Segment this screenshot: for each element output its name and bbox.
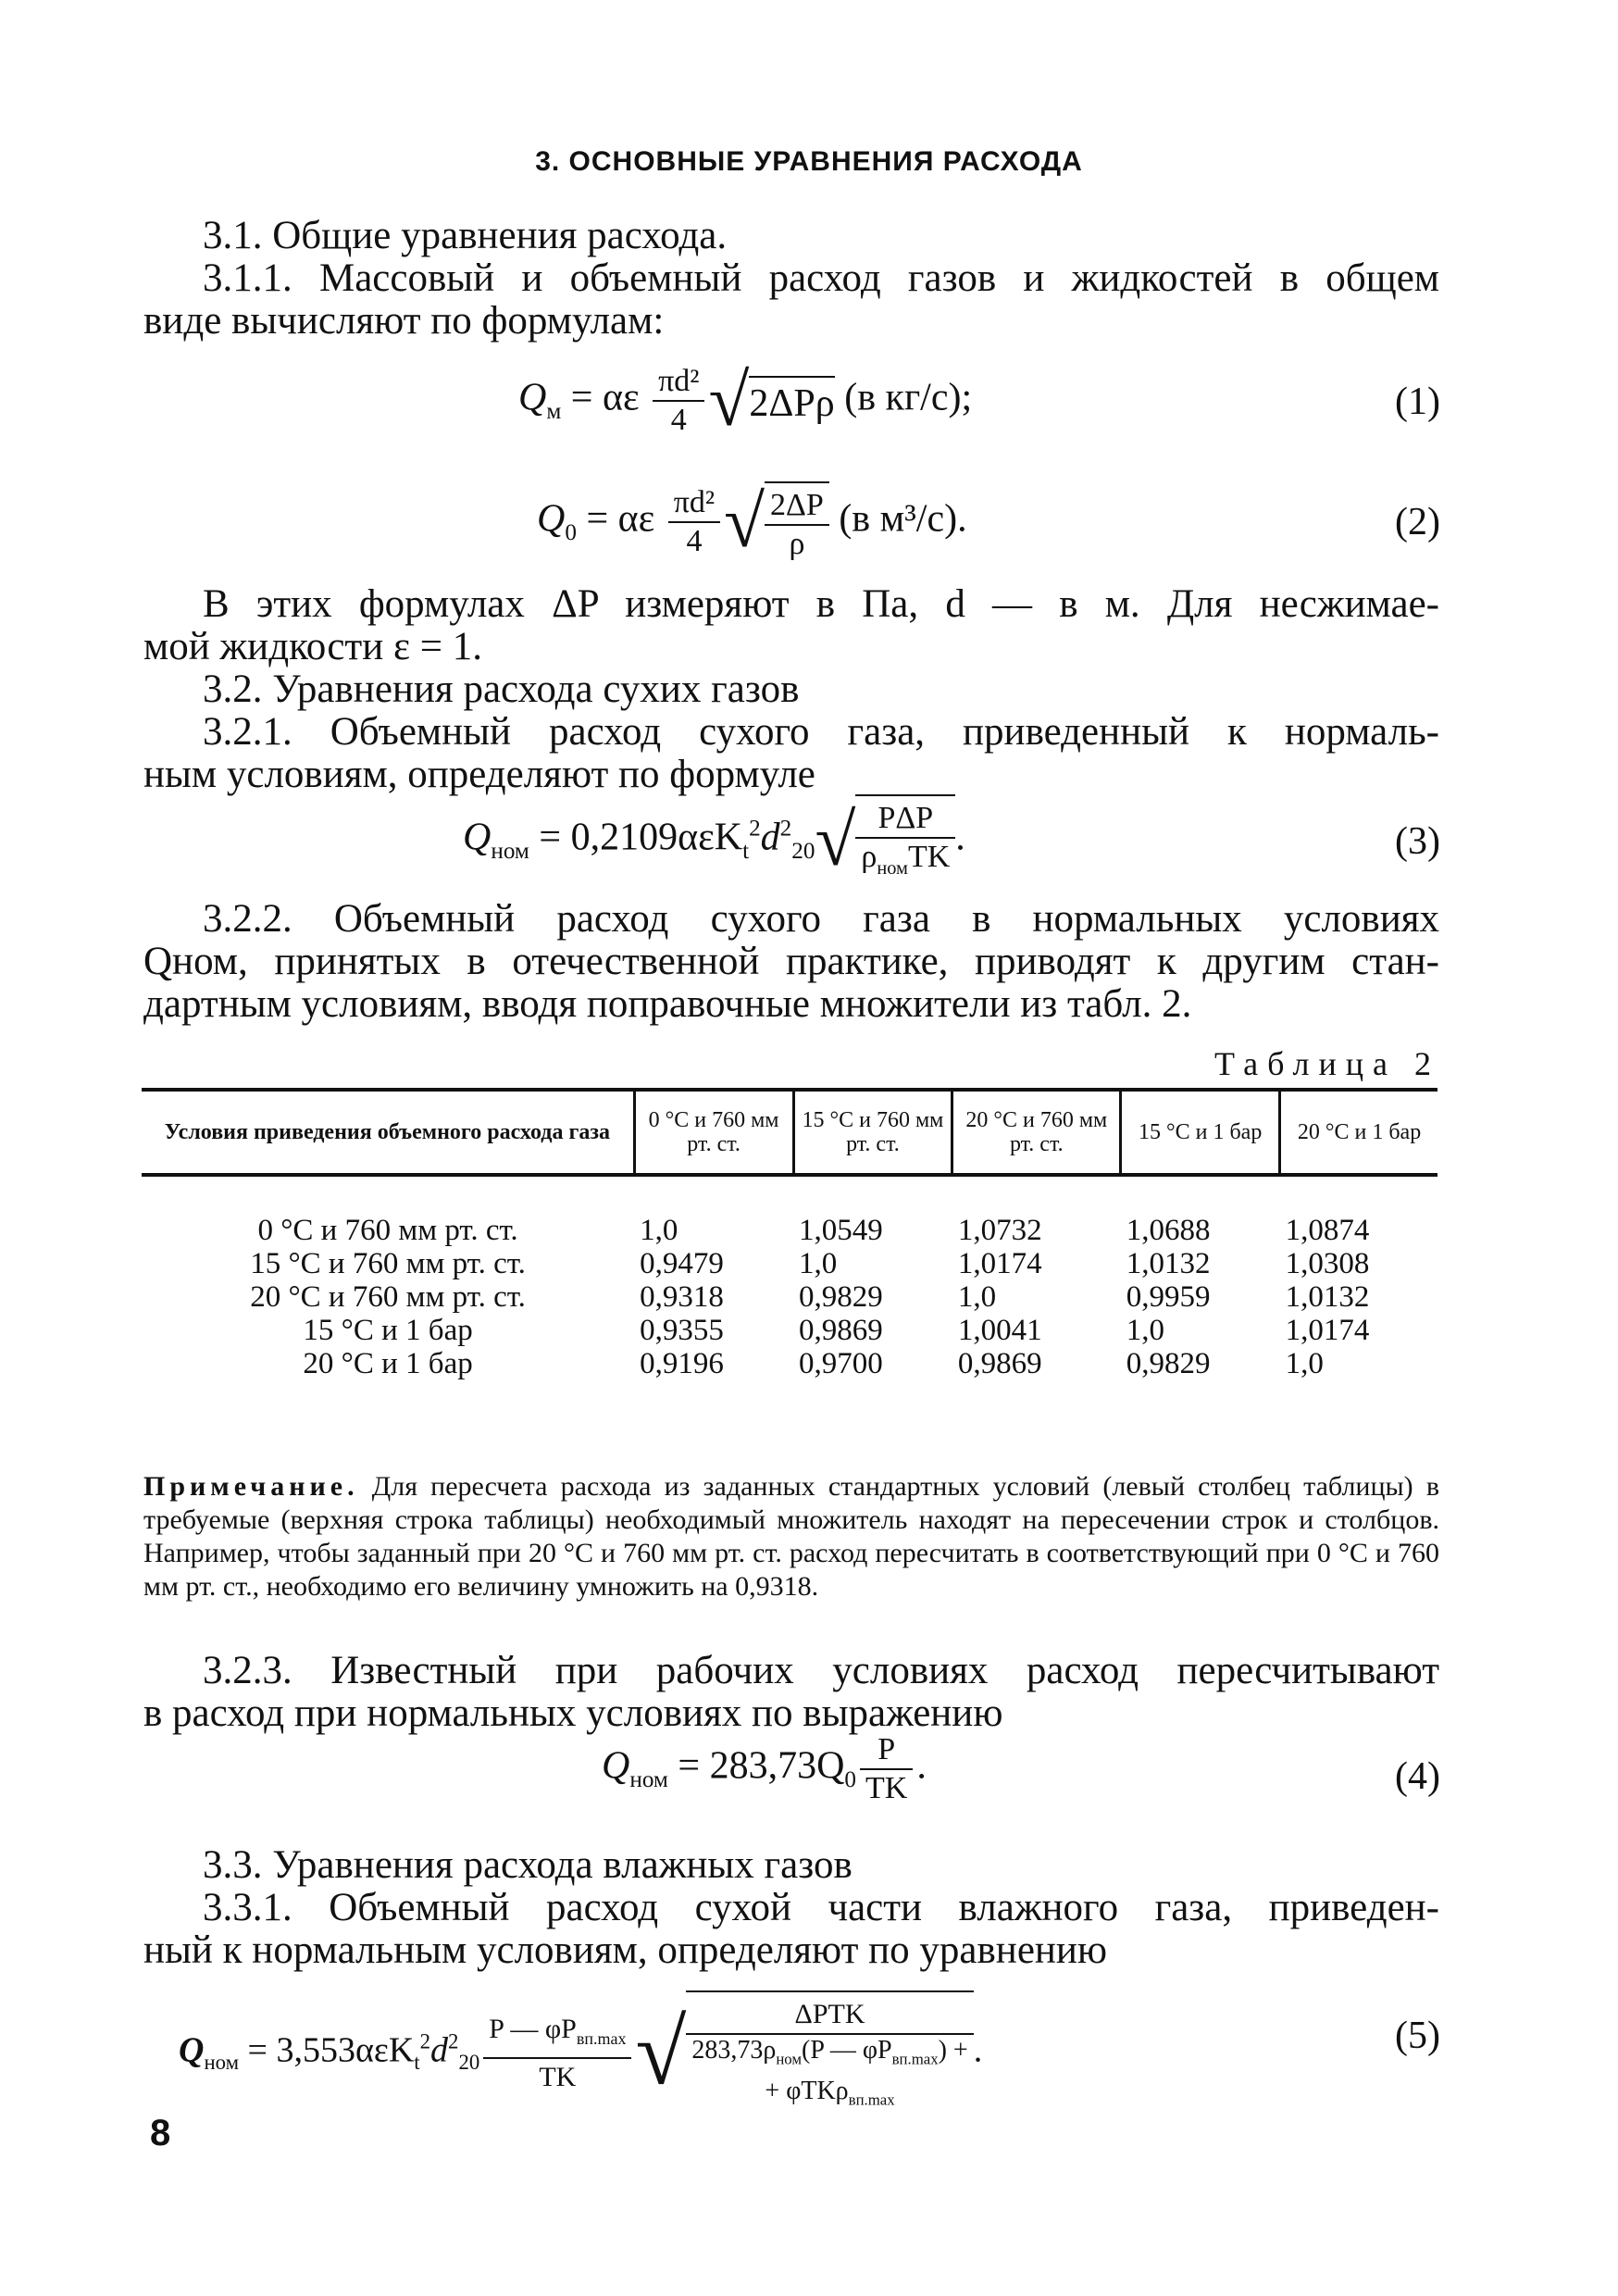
table-cell: 1,0549 (799, 1214, 883, 1247)
table-cell: 1,0174 (957, 1247, 1042, 1280)
formula-4-fraction: $\frac{P}{TK}$ (860, 1731, 913, 1807)
table-row (142, 1247, 1438, 1280)
formula-3-root: √ $\frac{\text{PΔP}}{\rho_{ном}TK}$ (815, 794, 955, 887)
paragraph-3-2-1-line1: 3.2.1. Объемный расход сухого газа, приведенный к нормаль- (203, 710, 1439, 754)
table-cell: 1,0132 (1285, 1280, 1370, 1314)
table-cell: 1,0732 (957, 1214, 1042, 1247)
paragraph-3-3-1-line2: ный к нормальным условиям, определяют по уравнению (143, 1928, 1108, 1972)
table-cell: 20 °С и 1 бар (303, 1347, 473, 1380)
table-cell: 1,0132 (1126, 1247, 1211, 1280)
paragraph-3-2-2-line1: 3.2.2. Объемный расход сухого газа в нормальных условиях (203, 897, 1439, 941)
table-cell: 1,0 (799, 1247, 838, 1280)
paragraph-3-2-1-line2: ным условиям, определяют по формуле (143, 753, 815, 796)
table-cell: 0,9959 (1126, 1280, 1211, 1314)
table-cell: 0,9829 (799, 1280, 883, 1314)
formula-2-root: √ $\frac{2\Delta P}{\rho}$ (724, 481, 829, 563)
table-cell: 0,9869 (799, 1314, 883, 1347)
paragraph-3-1-1-line2: виде вычисляют по формулам: (143, 299, 665, 343)
formula-4: $Q_{ном} = 283,73Q_0$ $\frac{P}{TK}$ . (602, 1732, 927, 1805)
formula-1-root: √2ΔPρ (708, 360, 835, 442)
table-row (142, 1280, 1438, 1314)
paragraph-3-2-2-line3: дартным условиям, вводя поправочные множители из табл. 2. (143, 982, 1192, 1026)
table-cell: 0,9829 (1126, 1347, 1211, 1380)
table-cell: 1,0041 (957, 1314, 1042, 1347)
table-cell: 0,9196 (640, 1347, 724, 1380)
table-cell: 0 °С и 760 мм рт. ст. (257, 1214, 518, 1247)
formula-3: $Q_{ном} = 0,2109\alpha\varepsilon K_t^2d^2_{20}√$ $\frac{\text{PΔP}}{\rho_{ном}TK}$ . (463, 794, 965, 887)
table-note (143, 1470, 1439, 1603)
paragraph-3-1-1-line1: 3.1.1. Массовый и объемный расход газов и жидкостей в общем (203, 256, 1439, 300)
formula-2-number: (2) (1395, 501, 1440, 543)
formula-1-unit: (в кг/с); (834, 376, 973, 419)
table-cell: 1,0 (1285, 1347, 1324, 1380)
paragraph-3-1: 3.1. Общие уравнения расхода. (203, 214, 728, 257)
paragraph-3-2-3-line2: в расход при нормальных условиях по выражению (143, 1691, 1003, 1735)
table-cell: 1,0688 (1126, 1214, 1211, 1247)
table-cell: 15 °С и 1 бар (303, 1314, 473, 1347)
table-cell: 1,0 (640, 1214, 678, 1247)
table-row (142, 1175, 1438, 1247)
table-cell: 0,9700 (799, 1347, 883, 1380)
table-header-cell: 0 °С и 760 мм рт. ст. (634, 1090, 793, 1175)
formula-2-fraction: $\frac{\text{πd²}}{4}$ (668, 484, 720, 560)
table-header-cell: 15 °С и 1 бар (1121, 1090, 1280, 1175)
table-row (142, 1314, 1438, 1347)
paragraph-3-2: 3.2. Уравнения расхода сухих газов (203, 668, 800, 711)
paragraph-3-2-3-line1: 3.2.3. Известный при рабочих условиях расход пересчитывают (203, 1649, 1439, 1692)
formula-1-lhs: Q (518, 376, 547, 419)
table-cell: 1,0 (1126, 1314, 1164, 1347)
paragraph-note-line1: В этих формулах ΔP измеряют в Па, d — в м. Для несжимае- (203, 582, 1439, 626)
formula-5-number: (5) (1395, 2015, 1440, 2057)
formula-2: $Q_0 = \alpha\varepsilon$ $\frac{\text{πd²}}{4}$ √ $\frac{2\Delta P}{\rho}$ (в м³/с). (537, 481, 967, 563)
paragraph-note-line2: мой жидкости ε = 1. (143, 625, 483, 668)
table-header-row (142, 1090, 1438, 1175)
formula-5: $Q_{ном} = 3,553\alpha\varepsilon K_t^2d^2_{20}$ $\frac{P — \varphi P_{вп.max}}{TK}$ √ ΔPTK $283,73\rho_{ном}(P$ — $\varphi P_{вп.max}$) + + φTKρ$_{вп.max}$ . (179, 1990, 982, 2115)
formula-1-number: (1) (1395, 381, 1440, 423)
formula-4-number: (4) (1395, 1755, 1440, 1798)
formula-1-fraction: $\frac{\text{πd²}}{4}$ (653, 363, 704, 439)
table-header-cell: 20 °С и 760 мм рт. ст. (952, 1090, 1121, 1175)
table-header-cell: 15 °С и 760 мм рт. ст. (793, 1090, 952, 1175)
table-row (142, 1347, 1438, 1380)
table-cell: 15 °С и 760 мм рт. ст. (250, 1247, 526, 1280)
table-caption: Таблица 2 (1214, 1045, 1440, 1082)
table-cell: 1,0874 (1285, 1214, 1370, 1247)
paragraph-3-3-1-line1: 3.3.1. Объемный расход сухой части влажного газа, приведен- (203, 1886, 1439, 1929)
table-cell: 1,0308 (1285, 1247, 1370, 1280)
table-cell: 1,0174 (1285, 1314, 1370, 1347)
table-header-cell: Условия приведения объемного расхода газа (164, 1120, 610, 1144)
table-cell: 1,0 (957, 1280, 997, 1314)
formula-1-lhs-sub: м (546, 399, 562, 425)
formula-5-fraction: $\frac{P — \varphi P_{вп.max}}{TK}$ (483, 2011, 631, 2096)
conversion-table (142, 1088, 1438, 1380)
table-cell: 0,9869 (957, 1347, 1042, 1380)
table-cell: 0,9318 (640, 1280, 724, 1314)
table-note-text: Для пересчета расхода из заданных стандартных условий (левый столбец таблицы) в требуемые (верхняя строка таблицы) необходимый множитель находят на пересечении строк и столбцов. Например, чтобы заданный при 20 °С и 760 мм рт. ст. расход пересчитать в соответствующий при 0 °С и 760 мм рт. ст., необходимо его величину умножить на 0,9318. (143, 1471, 1439, 1602)
section-heading: 3. ОСНОВНЫЕ УРАВНЕНИЯ РАСХОДА (535, 146, 1083, 177)
formula-1-eq: = αε (561, 376, 650, 419)
paragraph-3-3: 3.3. Уравнения расхода влажных газов (203, 1843, 853, 1887)
table-cell: 0,9355 (640, 1314, 724, 1347)
table-cell: 0,9479 (640, 1247, 724, 1280)
page-number: 8 (150, 2113, 171, 2153)
formula-5-root: √ ΔPTK $283,73\rho_{ном}(P$ — $\varphi P_{вп.max}$) + + φTKρ$_{вп.max}$ (635, 1990, 973, 2115)
table-header-cell: 20 °С и 1 бар (1280, 1090, 1438, 1175)
table-cell: 20 °С и 760 мм рт. ст. (250, 1280, 526, 1314)
table-note-label: Примечание. (143, 1471, 359, 1502)
formula-3-number: (3) (1395, 820, 1440, 863)
formula-1 (518, 360, 973, 442)
paragraph-3-2-2-line2: Qном, принятых в отечественной практике, приводят к другим стан- (143, 940, 1439, 983)
